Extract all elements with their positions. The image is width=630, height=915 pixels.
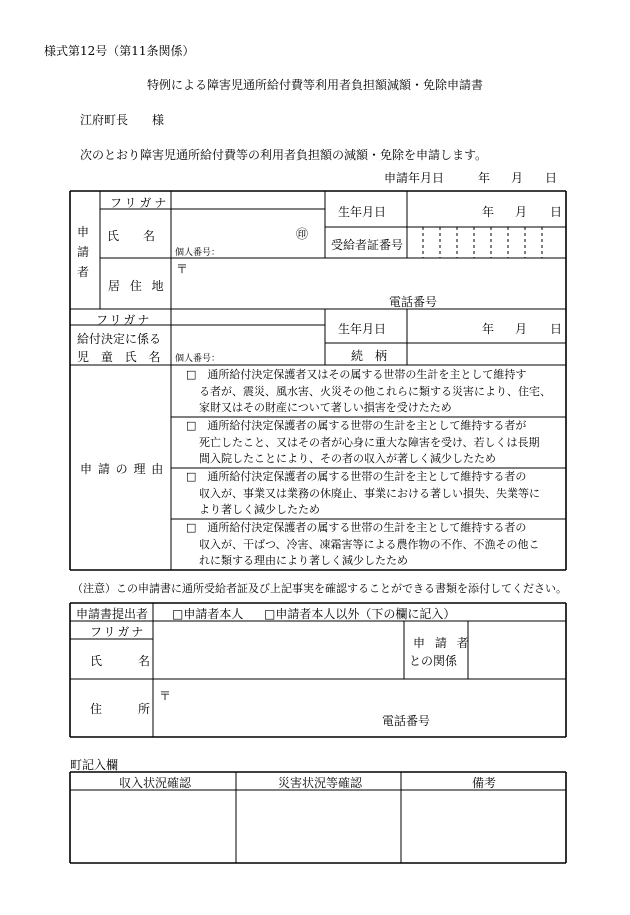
submitter-name-field[interactable]	[154, 640, 403, 678]
submitter-furigana-label: フリガナ	[90, 625, 146, 639]
submitter-name-label: 氏 名	[90, 654, 163, 668]
applicant-address-label: 居 住 地	[108, 279, 167, 293]
office-col-income: 収入状況確認	[119, 776, 192, 790]
child-relation-label: 続 柄	[351, 349, 388, 363]
applicant-birthdate-label: 生年月日	[338, 205, 387, 219]
child-birthdate-label: 生年月日	[338, 322, 387, 336]
child-furigana-label: フリガナ	[96, 313, 152, 327]
applicant-birth-month: 月	[515, 205, 528, 219]
submitter-option-other[interactable]: □申請者本人以外（下の欄に記入）	[264, 607, 456, 621]
applicant-phone-label: 電話番号	[389, 295, 438, 309]
office-col-disaster: 災害状況等確認	[278, 776, 363, 790]
submitter-label: 申請書提出者	[76, 607, 149, 621]
office-col-remarks: 備考	[472, 776, 497, 790]
submitter-relation-label-2: との関係	[409, 654, 458, 668]
form-number: 様式第12号（第11条関係）	[44, 44, 195, 58]
submitter-option-self[interactable]: □申請者本人	[172, 607, 244, 621]
addressee: 江府町長 様	[80, 113, 165, 127]
reasons-label: 申 請 の 理 由	[80, 462, 165, 476]
submitter-address-label: 住 所	[90, 702, 163, 716]
child-birth-month: 月	[515, 322, 528, 336]
child-birth-day: 日	[550, 322, 563, 336]
intro-text: 次のとおり障害児通所給付費等の利用者負担額の減額・免除を申請します。	[80, 148, 488, 162]
recipient-cert-label: 受給者証番号	[331, 238, 404, 252]
child-name-label-1: 給付決定に係る	[77, 332, 162, 346]
applicant-name-label: 氏 名	[107, 229, 162, 243]
reason-item-4[interactable]: □ 通所給付決定保護者の属する世帯の生計を主として維持する者の 収入が、干ばつ、冷害、凍霜害等による農作物の不作、不漁その他こ れに類する理由により著しく減少したため	[186, 521, 540, 567]
submitter-phone-label: 電話番号	[382, 714, 431, 728]
applicant-personal-number-label: 個人番号：	[175, 248, 221, 258]
date-month: 月	[511, 171, 524, 185]
reason-item-1[interactable]: □ 通所給付決定保護者又はその属する世帯の生計を主として維持す る者が、震災、風水害、火災その他これらに類する災害により、住宅、 家財又はその財産について著しい損害を受けたため	[186, 368, 551, 414]
seal-mark: ㊞	[296, 227, 309, 241]
postal-mark: 〒	[176, 262, 189, 276]
applicant-furigana-label: フリガナ	[110, 196, 170, 210]
child-name-label-2: 児 童 氏 名	[77, 350, 165, 364]
date-year: 年	[478, 171, 491, 185]
child-personal-number-label: 個人番号：	[175, 354, 221, 364]
child-birth-year: 年	[482, 322, 495, 336]
office-use-title: 町記入欄	[70, 758, 119, 772]
date-day: 日	[545, 171, 558, 185]
attachment-note: （注意）この申請書に通所受給者証及び上記事実を確認することができる書類を添付してください。	[72, 582, 567, 595]
submitter-relation-label-1: 申 請 者	[413, 636, 472, 650]
applicant-birth-year: 年	[482, 205, 495, 219]
applicant-section-label: 申 請 者	[77, 225, 90, 279]
reason-item-3[interactable]: □ 通所給付決定保護者の属する世帯の生計を主として維持する者の 収入が、事業又は業務の休廃止、事業における著しい損失、失業等に より著しく減少したため	[186, 470, 540, 516]
applicant-birth-day: 日	[550, 205, 563, 219]
applicant-furigana-field[interactable]	[172, 210, 324, 226]
date-label: 申請年月日	[384, 171, 445, 185]
submitter-postal-mark: 〒	[159, 689, 172, 703]
reason-item-2[interactable]: □ 通所給付決定保護者の属する世帯の生計を主として維持する者が 死亡したこと、又はその者が心身に重大な障害を受け、若しくは長期 間入院したことにより、その者の収入が著しく減少したため	[186, 419, 540, 465]
